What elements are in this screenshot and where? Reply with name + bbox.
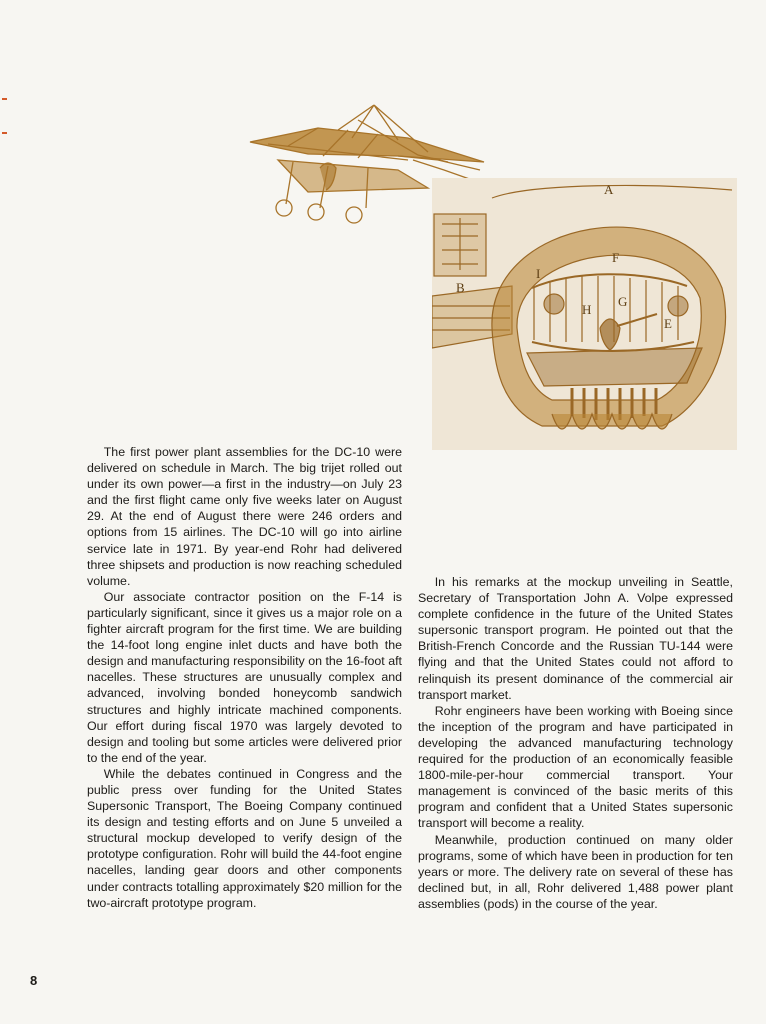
margin-mark <box>2 132 7 134</box>
engraving-letter-g: G <box>618 294 628 309</box>
left-text-column <box>87 444 402 911</box>
flying-vessel-engraving <box>432 178 737 450</box>
engraving-letter-e: E <box>664 316 672 331</box>
paragraph: Our associate contractor position on the F-14 is particularly significant, since it gives us a major role on a fighter aircraft program for the first time. We are building the 14-foot long engine inlet ducts and have both the design and manufacturing responsibility on the 16-foot aft nacelles. These structures are unusually complex and advanced, involving bonded honeycomb sandwich structures and highly intricate machined components. Our effort during fiscal 1970 was largely devoted to design and tooling but some articles were delivered prior to the end of the year. <box>87 589 402 765</box>
engraving-letter-h: H <box>582 302 592 317</box>
right-text-column <box>418 574 733 912</box>
paragraph: Rohr engineers have been working with Boeing since the inception of the program and have participated in developing the advanced manufacturing technology required for the production of an economically feasible 1800-mile-per-hour commercial transport. Your management is convinced of the basic merits of this program and confident that a United States supersonic transport will become a reality. <box>418 703 733 831</box>
engraving-letter-f: F <box>612 250 620 265</box>
engraving-letter-a: A <box>604 182 614 197</box>
engraving-letter-i: I <box>536 266 541 281</box>
engraving-letter-b: B <box>456 280 465 295</box>
margin-mark <box>2 98 7 100</box>
page-number: 8 <box>30 973 38 988</box>
paragraph: In his remarks at the mockup unveiling in Seattle, Secretary of Transportation John A. Volpe expressed complete confidence in the future of the United States supersonic transport program. He pointed out that the British-French Concorde and the Russian TU-144 were flying and that the United States could not afford to relinquish its present dominance of the commercial air transport market. <box>418 575 733 702</box>
paragraph: Meanwhile, production continued on many older programs, some of which have been in production for ten years or more. The delivery rate on several of these has declined but, in all, Rohr delivered 1,488 power plant assemblies (pods) in the course of the year. <box>418 832 733 911</box>
paragraph: The first power plant assemblies for the DC-10 were delivered on schedule in March. The big trijet rolled out under its own power—a first in the industry—on July 23 and the first flight came only five weeks later on August 29. At the end of August there were 246 orders and options from 15 airlines. The DC-10 will go into airline service late in 1971. By year-end Rohr had delivered three shipsets and production is now reaching scheduled volume. <box>87 445 402 588</box>
paragraph: While the debates continued in Congress and the public press over funding for the United States Supersonic Transport, The Boeing Company continued its design and testing efforts and on June 5 unveiled a structural mockup developed to verify design of the prototype configuration. Rohr will build the 44-foot engine nacelles, landing gear doors and other components under contracts totalling approximately $20 million for the two-aircraft prototype program. <box>87 766 402 910</box>
